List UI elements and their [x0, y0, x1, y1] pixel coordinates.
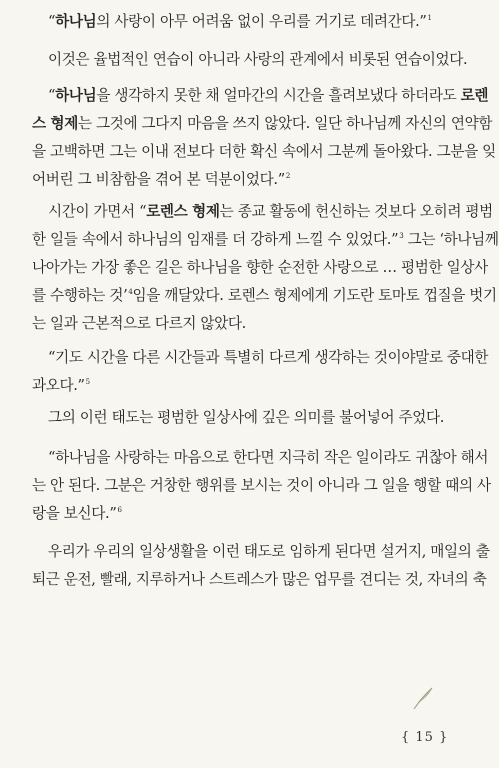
text-line	[32, 82, 489, 110]
text-line	[32, 310, 442, 338]
text-line	[32, 8, 442, 36]
text-line	[32, 444, 489, 472]
text-segment: 는 종교 활동에 헌신하는 것보다 오히려 평범	[219, 203, 493, 220]
text-line	[32, 282, 497, 310]
text-segment: 한 일들 속에서 하나님의 임재를 더 강하게 느낄 수 있었다.”	[32, 231, 399, 248]
text-segment: 우리가 우리의 일상생활을 이런 태도로 임하게 된다면 설거지, 매일의 출	[48, 543, 490, 560]
paragraph	[32, 444, 491, 528]
text-segment: 어버린 그 비참함을 겪어 본 덕분이었다.”	[32, 171, 285, 188]
text-line	[32, 404, 445, 432]
text-line	[32, 198, 493, 226]
paragraph	[32, 198, 499, 338]
text-segment: 을 고백하면 그는 이내 전보다 더한 확신 속에서 그분께 돌아왔다. 그분을 잊	[32, 143, 496, 160]
text-line	[32, 472, 491, 500]
footnote-marker: 6	[117, 506, 122, 515]
text-line	[32, 538, 490, 566]
text-segment: “	[48, 13, 56, 30]
text-segment: 는 안 된다. 그분은 거창한 행위를 보시는 것이 아니라 그 일을 행할 때의 사	[32, 477, 491, 494]
text-segment: 임을 깨달았다. 로렌스 형제에게 기도란 토마토 껍질을 벗기	[132, 287, 497, 304]
text-line	[32, 46, 468, 74]
bold-text: 하나님	[55, 87, 97, 104]
paragraph	[32, 46, 468, 74]
bold-text: 로렌	[460, 87, 489, 104]
text-segment: 그의 이런 태도는 평범한 일상사에 깊은 의미를 불어넣어 주었다.	[48, 409, 445, 426]
text-segment: 그는 ‘하나님께	[403, 231, 499, 248]
text-segment: 퇴근 운전, 빨래, 지루하거나 스트레스가 많은 업무를 견디는 것, 자녀의 축	[32, 571, 487, 588]
text-line	[32, 226, 499, 254]
footnote-marker: 1	[427, 14, 432, 23]
footnote-marker: 3	[399, 232, 404, 241]
text-segment: 는 일과 근본적으로 다르지 않았다.	[32, 315, 246, 332]
footnote-marker: 5	[85, 378, 90, 387]
bold-text: 하나님	[55, 13, 97, 30]
text-segment: 랑을 보신다.”	[32, 505, 117, 522]
text-segment: “하나님을 사랑하는 마음으로 한다면 지극히 작은 일이라도 귀찮아 해서	[48, 449, 489, 466]
text-segment: “	[48, 87, 56, 104]
text-segment: 는 그것에 그다지 마음을 쓰지 않았다. 일단 하나님께 자신의 연약함	[77, 115, 493, 132]
paragraph	[32, 538, 490, 594]
text-segment: 를 수행하는 것’	[32, 287, 128, 304]
text-segment: 의 사랑이 아무 어려움 없이 우리를 거기로 데려간다.”	[96, 13, 427, 30]
text-segment: 을 생각하지 못한 채 얼마간의 시간을 흘려보냈다 하더라도	[96, 87, 461, 104]
page-number: { 15 }	[401, 730, 449, 745]
feather-quill-icon	[410, 685, 436, 711]
text-segment: 나아가는 가장 좋은 길은 하나님을 향한 순전한 사랑으로 … 평범한 일상사	[32, 259, 488, 276]
text-segment: 과오다.”	[32, 377, 85, 394]
text-line	[32, 372, 442, 400]
paragraph	[32, 82, 496, 194]
paragraph	[32, 344, 489, 400]
footnote-marker: 4	[128, 288, 133, 297]
text-line	[32, 166, 442, 194]
bold-text: 로렌스 형제	[146, 203, 220, 220]
text-segment: “기도 시간을 다른 시간들과 특별히 다르게 생각하는 것이야말로 중대한	[48, 349, 489, 366]
text-line	[32, 344, 489, 372]
text-line	[32, 566, 487, 594]
bold-text: 스 형제	[32, 115, 78, 132]
paragraph	[32, 404, 445, 432]
text-line	[32, 500, 442, 528]
paragraph	[32, 8, 442, 36]
footnote-marker: 2	[285, 172, 290, 181]
text-line	[32, 110, 493, 138]
text-segment: 시간이 가면서 “	[48, 203, 147, 220]
text-segment: 이것은 율법적인 연습이 아니라 사랑의 관계에서 비롯된 연습이었다.	[48, 51, 468, 68]
text-line	[32, 254, 488, 282]
text-line	[32, 138, 496, 166]
